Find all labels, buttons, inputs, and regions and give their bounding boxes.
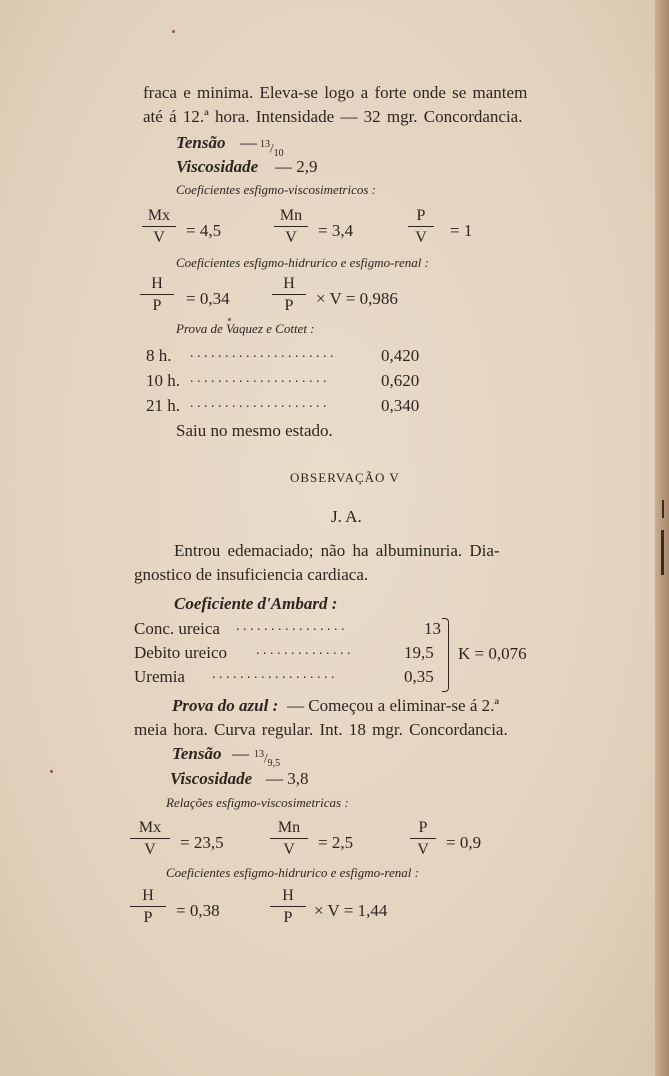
row-label: Uremia xyxy=(134,667,185,686)
fraction-denominator: V xyxy=(285,229,297,246)
fraction xyxy=(270,888,306,926)
row-leader-dots: . . . . . . . . . . . . . . . . . . . . . xyxy=(190,346,334,361)
row-label: 21 h. xyxy=(146,396,180,415)
fraction-bar xyxy=(130,906,166,907)
text-line: Entrou edemaciado; não ha albuminuria. Dia- xyxy=(174,541,500,560)
row-label: 10 h. xyxy=(146,371,180,390)
viscosidade-label: Viscosidade xyxy=(170,769,253,788)
paper-speck xyxy=(50,770,53,773)
fraction-value: × V = 0,986 xyxy=(316,289,398,308)
fraction-denominator: V xyxy=(144,841,156,858)
tensao-label: Tensão xyxy=(172,744,222,763)
row-label: 8 h. xyxy=(146,346,172,365)
tensao-dash: — xyxy=(240,133,257,152)
fraction-denominator: V xyxy=(417,841,429,858)
observation-heading: OBSERVAÇÃO V xyxy=(290,470,400,485)
section-subheading: Coeficientes esfigmo-viscosimetricos : xyxy=(176,182,377,197)
fraction-value: = 2,5 xyxy=(318,833,354,852)
viscosidade-value: — 2,9 xyxy=(275,157,318,176)
fraction xyxy=(142,208,176,246)
fraction-bar xyxy=(130,838,170,839)
tensao-label: Tensão xyxy=(176,133,226,152)
fraction-value: = 0,38 xyxy=(176,901,220,920)
edge-mark xyxy=(661,530,664,575)
text-line: fraca e minima. Eleva-se logo a forte onde se mantem xyxy=(143,83,528,102)
fraction-bar xyxy=(270,906,306,907)
fraction-value: = 0,9 xyxy=(446,833,482,852)
paper-speck xyxy=(172,30,175,33)
section-subheading: Relações esfigmo-viscosimetricas : xyxy=(166,795,349,810)
row-label: Debito ureico xyxy=(134,643,227,662)
row-value: 0,340 xyxy=(381,396,420,415)
fraction-bar xyxy=(140,294,174,295)
fraction-bar xyxy=(270,838,308,839)
row-leader-dots: . . . . . . . . . . . . . . xyxy=(256,643,351,658)
fraction-value: = 3,4 xyxy=(318,221,354,240)
fraction-denominator: P xyxy=(283,909,293,926)
section-subheading: Prova de Vaquez e Cottet : xyxy=(176,321,315,336)
patient-initials: J. A. xyxy=(331,507,362,526)
fraction xyxy=(130,820,170,858)
row-value: 0,420 xyxy=(381,346,420,365)
page-edge xyxy=(655,0,669,1076)
row-value: 0,620 xyxy=(381,371,420,390)
fraction-denominator: P xyxy=(152,297,162,314)
row-value: 0,35 xyxy=(404,667,434,686)
fraction-bar xyxy=(272,294,306,295)
prova-azul-label: Prova do azul : xyxy=(172,696,279,715)
fraction-bar xyxy=(142,226,176,227)
fraction-value: = 1 xyxy=(450,221,473,240)
row-leader-dots: . . . . . . . . . . . . . . . . . . . . xyxy=(190,371,327,386)
fraction-numerator: P xyxy=(418,819,428,836)
fraction-bar xyxy=(410,838,436,839)
row-leader-dots: . . . . . . . . . . . . . . . . xyxy=(236,619,345,634)
section-subheading: Coeficientes esfigmo-hidrurico e esfigmo-renal : xyxy=(176,255,429,270)
text-line: Saiu no mesmo estado. xyxy=(176,421,333,440)
fraction xyxy=(410,820,436,858)
fraction-value: × V = 1,44 xyxy=(314,901,388,920)
fraction-numerator: H xyxy=(142,887,154,904)
row-leader-dots: . . . . . . . . . . . . . . . . . . xyxy=(212,667,335,682)
fraction-numerator: H xyxy=(283,275,295,292)
text-line: — Começou a eliminar-se á 2.ª xyxy=(287,696,500,715)
fraction-denominator: P xyxy=(284,297,294,314)
text-line: meia hora. Curva regular. Int. 18 mgr. Concordancia. xyxy=(134,720,508,739)
section-subheading: Coeficientes esfigmo-hidrurico e esfigmo-renal : xyxy=(166,865,419,880)
fraction xyxy=(130,888,166,926)
row-leader-dots: . . . . . . . . . . . . . . . . . . . . xyxy=(190,396,327,411)
ambard-heading: Coeficiente d'Ambard : xyxy=(174,594,338,613)
fraction-bar xyxy=(408,226,434,227)
fraction-value: = 0,34 xyxy=(186,289,230,308)
fraction-bar xyxy=(274,226,308,227)
brace xyxy=(442,618,449,692)
edge-mark xyxy=(662,500,664,518)
fraction-numerator: Mx xyxy=(138,819,162,836)
tensao-value: $^{13}/_{10}$ xyxy=(260,139,284,159)
fraction-denominator: V xyxy=(153,229,165,246)
fraction-denominator: P xyxy=(143,909,153,926)
fraction-value: = 4,5 xyxy=(186,221,222,240)
text-line: até á 12.ª hora. Intensidade — 32 mgr. Concordancia. xyxy=(143,107,523,126)
fraction xyxy=(274,208,308,246)
fraction-denominator: V xyxy=(415,229,427,246)
row-value: 13 xyxy=(424,619,441,638)
fraction xyxy=(408,208,434,246)
fraction-numerator: H xyxy=(282,887,294,904)
row-value: 19,5 xyxy=(404,643,434,662)
fraction-numerator: Mn xyxy=(279,207,303,224)
fraction-value: = 23,5 xyxy=(180,833,224,852)
tensao-value: $^{13}/_{9,5}$ xyxy=(254,749,281,769)
fraction-numerator: Mx xyxy=(147,207,171,224)
tensao-dash: — xyxy=(232,744,249,763)
fraction xyxy=(272,276,306,314)
k-value: K = 0,076 xyxy=(458,644,527,663)
viscosidade-value: — 3,8 xyxy=(266,769,309,788)
fraction-numerator: H xyxy=(151,275,163,292)
fraction-denominator: V xyxy=(283,841,295,858)
fraction xyxy=(140,276,174,314)
fraction-numerator: P xyxy=(416,207,426,224)
viscosidade-label: Viscosidade xyxy=(176,157,259,176)
fraction-numerator: Mn xyxy=(277,819,301,836)
fraction xyxy=(270,820,308,858)
row-label: Conc. ureica xyxy=(134,619,220,638)
text-line: gnostico de insuficiencia cardiaca. xyxy=(134,565,369,584)
